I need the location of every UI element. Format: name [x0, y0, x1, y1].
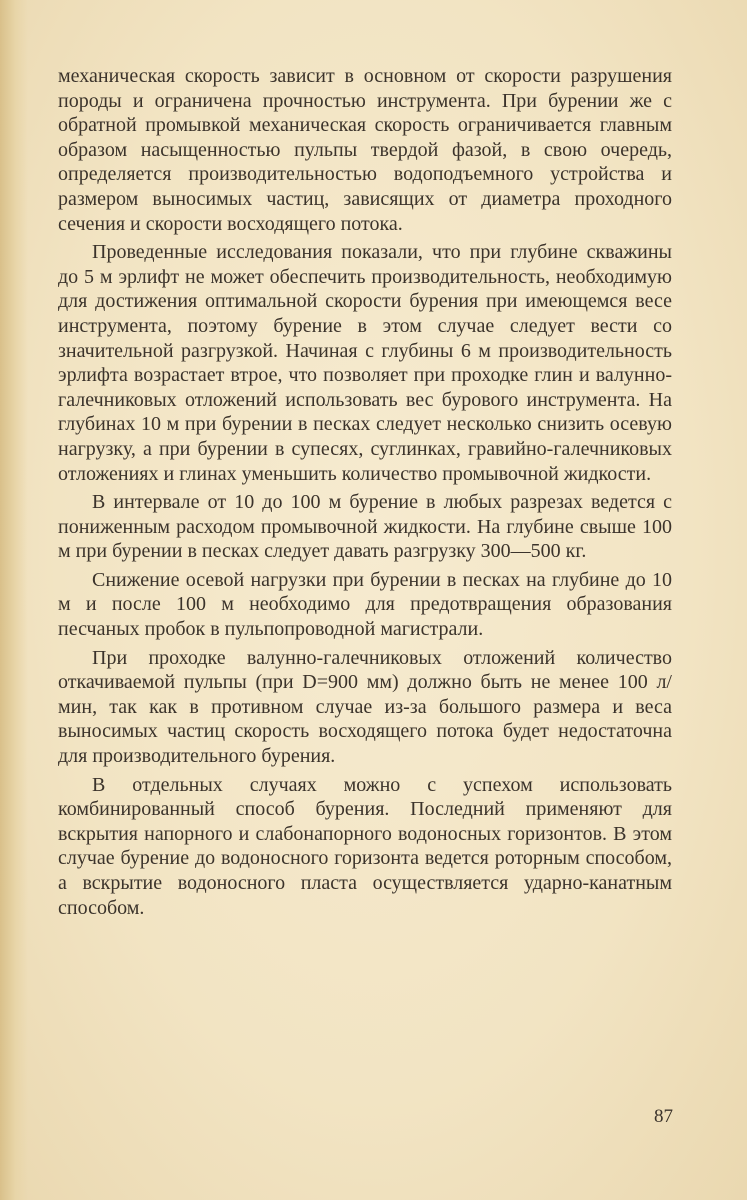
body-text [58, 64, 672, 920]
paragraph-5: При проходке валунно-галечниковых отложений количество откачиваемой пульпы (при D=900 мм) должно быть не менее 100 л/мин, так как в противном случае из-за большого размера и веса выносимых частиц скорость восходящего потока будет недостаточна для производительного бурения. [58, 646, 672, 768]
paragraph-3: В интервале от 10 до 100 м бурение в любых разрезах ведется с пониженным расходом промывочной жидкости. На глубине свыше 100 м при бурении в песках следует давать разгрузку 300—500 кг. [58, 491, 672, 563]
paragraph-1: механическая скорость зависит в основном от скорости разрушения породы и ограничена прочностью инструмента. При бурении же с обратной промывкой механическая скорость ограничивается главным образом насыщенностью пульпы твердой фазой, в свою очередь, определяется производительностью водоподъемного устройства и размером выносимых частиц, зависящих от диаметра проходного сечения и скорости восходящего потока. [58, 65, 672, 235]
paragraph-4: Снижение осевой нагрузки при бурении в песках на глубине до 10 м и после 100 м необходимо для предотвращения образования песчаных пробок в пульпопроводной магистрали. [58, 568, 672, 641]
paragraph-2: Проведенные исследования показали, что при глубине скважины до 5 м эрлифт не может обеспечить производительность, необходимую для достижения оптимальной скорости бурения при имеющемся весе инструмента, поэтому бурение в этом случае следует вести со значительной разгрузкой. Начиная с глубины 6 м производительность эрлифта возрастает втрое, что позволяет при проходке глин и валунно-галечниковых отложений использовать вес бурового инструмента. На глубинах 10 м при бурении в песках следует несколько снизить осевую нагрузку, а при бурении в супесях, суглинках, гравийно-галечниковых отложениях и глинах уменьшить количество промывочной жидкости. [58, 241, 672, 485]
page-binding-shadow [0, 0, 28, 1200]
page-number: 87 [654, 1106, 673, 1127]
paragraph-6: В отдельных случаях можно с успехом использовать комбинированный способ бурения. Последний применяют для вскрытия напорного и слабонапорного водоносных горизонтов. В этом случае бурение до водоносного горизонта ведется роторным способом, а вскрытие водоносного пласта осуществляется ударно-канатным способом. [58, 773, 672, 919]
